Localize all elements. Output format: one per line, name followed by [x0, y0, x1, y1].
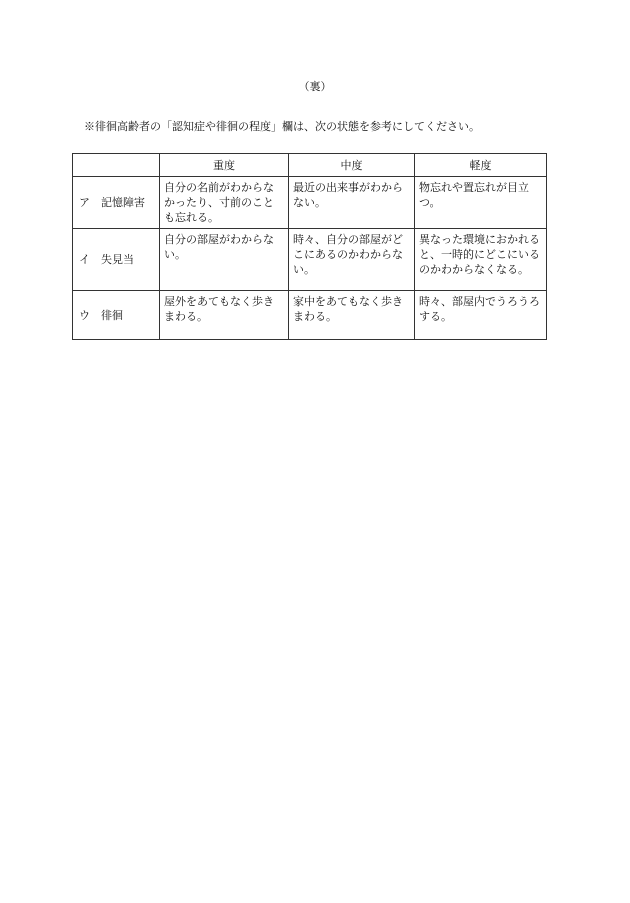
row-label-disorientation [73, 229, 160, 291]
header-severe: 重度 [160, 154, 289, 177]
row-label-text: 記憶障害 [101, 196, 145, 209]
cell-severe: 自分の名前がわからなかったり、寸前のことも忘れる。 [160, 177, 289, 229]
dementia-wandering-criteria-table [72, 153, 547, 340]
table-row [73, 291, 547, 340]
table-row [73, 177, 547, 229]
cell-severe: 自分の部屋がわからない。 [160, 229, 289, 291]
row-label-text: 徘徊 [101, 308, 123, 322]
cell-moderate: 最近の出来事がわからない。 [289, 177, 415, 229]
row-letter: ウ [79, 308, 90, 322]
row-label-wandering [73, 291, 160, 340]
cell-severe: 屋外をあてもなく歩きまわる。 [160, 291, 289, 340]
row-label-text: 失見当 [101, 253, 134, 266]
row-label-memory [73, 177, 160, 229]
row-letter: ア [79, 196, 90, 209]
header-corner-cell [73, 154, 160, 177]
page-side-label: （裏） [298, 80, 332, 93]
reference-note: ※徘徊高齢者の「認知症や徘徊の程度」欄は、次の状態を参考にしてください。 [84, 120, 480, 133]
cell-moderate: 時々、自分の部屋がどこにあるのかわからない。 [289, 229, 415, 291]
cell-moderate: 家中をあてもなく歩きまわる。 [289, 291, 415, 340]
row-letter: イ [79, 253, 90, 266]
header-moderate: 中度 [289, 154, 415, 177]
table-row [73, 229, 547, 291]
cell-mild: 異なった環境におかれると、一時的にどこにいるのかわからなくなる。 [415, 229, 547, 291]
cell-mild: 物忘れや置忘れが目立つ。 [415, 177, 547, 229]
header-mild: 軽度 [415, 154, 547, 177]
table-header-row [73, 154, 547, 177]
cell-mild: 時々、部屋内でうろうろする。 [415, 291, 547, 340]
